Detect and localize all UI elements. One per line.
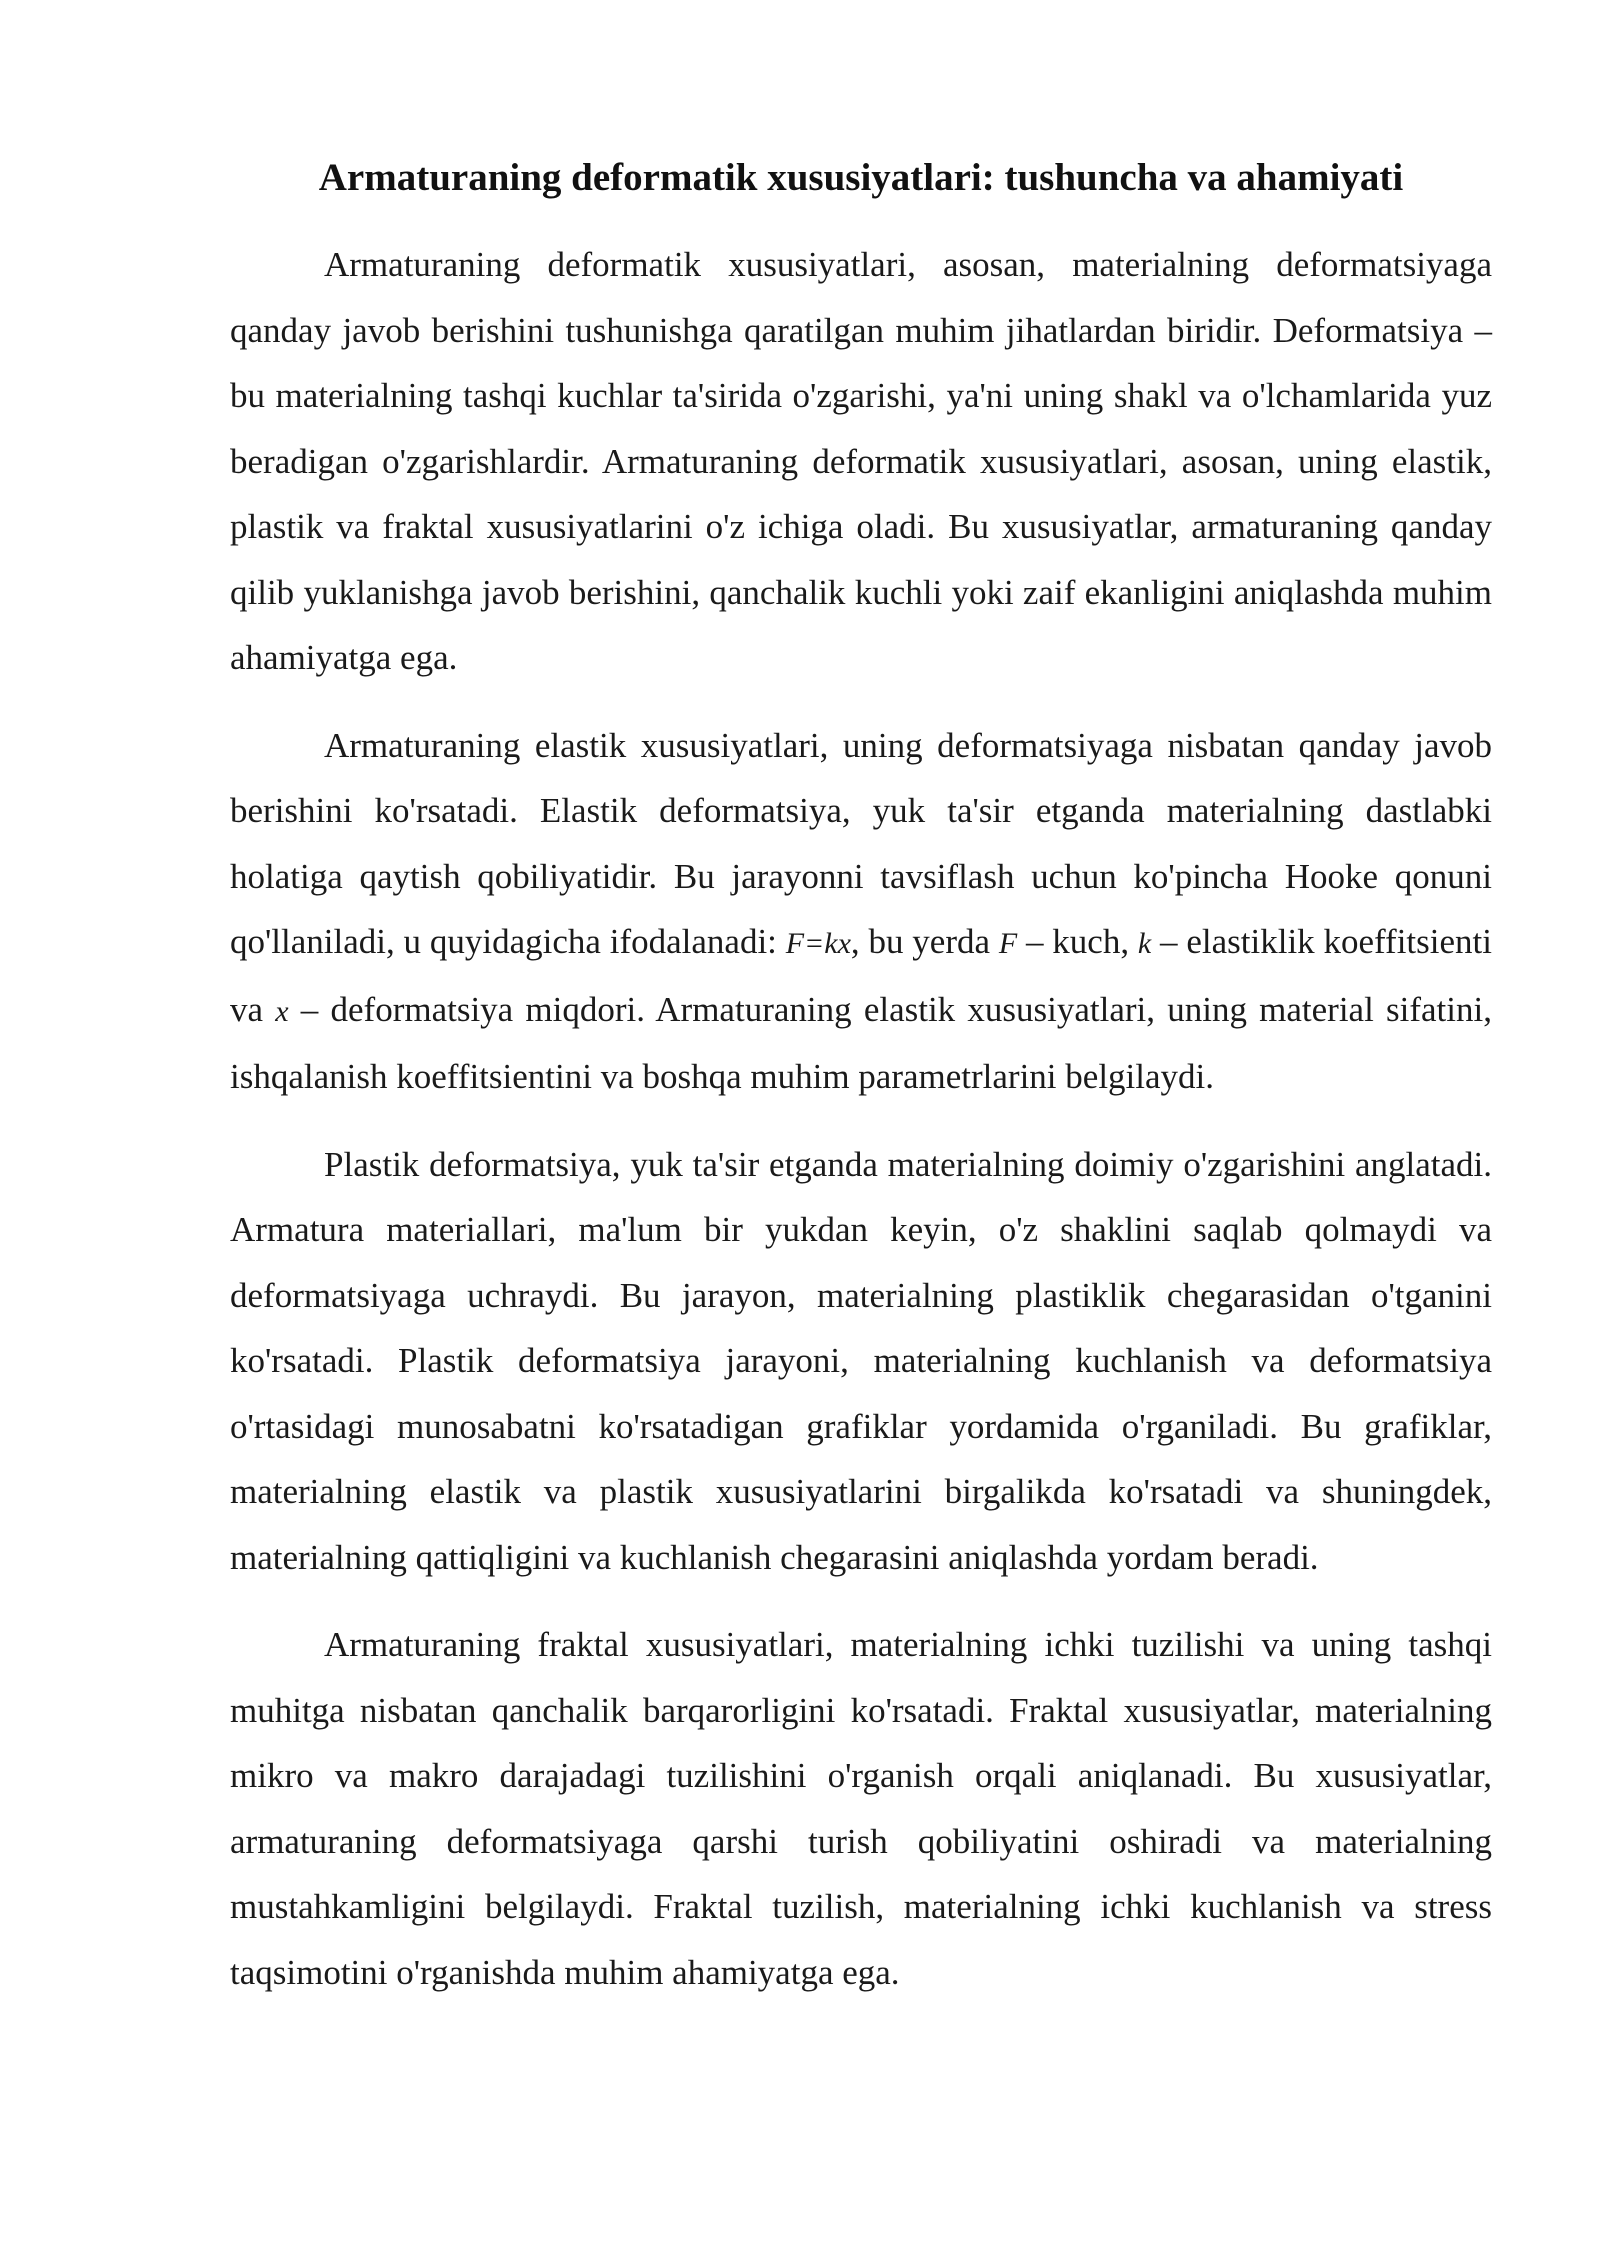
paragraph-elastic-text-5: – deformatsiya miqdori. Armaturaning elastik xususiyatlari, uning material sifatini, ishqalanish koeffitsientini va boshqa muhim parametrlarini belgilaydi. <box>230 989 1492 1096</box>
paragraph-elastic-text-2: , bu yerda <box>850 922 999 961</box>
hooke-formula: F=kx <box>785 927 851 960</box>
paragraph-elastic-text-3: – kuch, <box>1017 922 1138 961</box>
paragraph-plastic: Plastik deformatsiya, yuk ta'sir etganda materialning doimiy o'zgarishini anglatadi. Armatura materiallari, ma'lum bir yukdan keyin, o'z shaklini saqlab qolmaydi va deformatsiyaga uchraydi. Bu jarayon, materialning plastiklik chegarasidan o'tganini ko'rsatadi. Plastik deformatsiya jarayoni, materialning kuchlanish va deformatsiya o'rtasidagi munosabatni ko'rsatadigan grafiklar yordamida o'rganiladi. Bu grafiklar, materialning elastik va plastik xususiyatlarini birgalikda ko'rsatadi va shuningdek, materialning qattiqligini va kuchlanish chegarasini aniqlashda yordam beradi. <box>230 1144 1492 1577</box>
paragraph-fractal: Armaturaning fraktal xususiyatlari, materialning ichki tuzilishi va uning tashqi muhitga nisbatan qanchalik barqarorligini ko'rsatadi. Fraktal xususiyatlar, materialning mikro va makro darajadagi tuzilishini o'rganish orqali aniqlanadi. Bu xususiyatlar, armaturaning deformatsiyaga qarshi turish qobiliyatini oshiradi va materialning mustahkamligini belgilaydi. Fraktal tuzilish, materialning ichki kuchlanish va stress taqsimotini o'rganishda muhim ahamiyatga ega. <box>230 1625 1492 1992</box>
paragraph-elastic-text-4: – elastiklik koeffitsienti va <box>230 922 1492 1029</box>
document-title: Armaturaning deformatik xususiyatlari: tushuncha va ahamiyati <box>318 156 1404 199</box>
variable-k: k <box>1137 927 1152 960</box>
document-body <box>230 150 1492 2027</box>
variable-x: x <box>275 994 289 1028</box>
paragraph-elastic-text-1: Armaturaning elastik xususiyatlari, uning deformatsiyaga nisbatan qanday javob berishini ko'rsatadi. Elastik deformatsiya, yuk ta'sir etganda materialning dastlabki holatiga qaytish qobiliyatidir. Bu jarayonni tavsiflash uchun ko'pincha Hooke qonuni qo'llaniladi, u quyidagicha ifodalanadi: <box>230 725 1492 961</box>
paragraph-intro: Armaturaning deformatik xususiyatlari, asosan, materialning deformatsiyaga qanday javob berishini tushunishga qaratilgan muhim jihatlardan biridir. Deformatsiya – bu materialning tashqi kuchlar ta'sirida o'zgarishi, ya'ni uning shakl va o'lchamlarida yuz beradigan o'zgarishlardir. Armaturaning deformatik xususiyatlari, asosan, uning elastik, plastik va fraktal xususiyatlarini o'z ichiga oladi. Bu xususiyatlar, armaturaning qanday qilib yuklanishga javob berishini, qanchalik kuchli yoki zaif ekanligini aniqlashda muhim ahamiyatga ega. <box>230 245 1492 677</box>
paragraph-elastic <box>230 713 1492 1110</box>
variable-f: F <box>998 927 1018 960</box>
